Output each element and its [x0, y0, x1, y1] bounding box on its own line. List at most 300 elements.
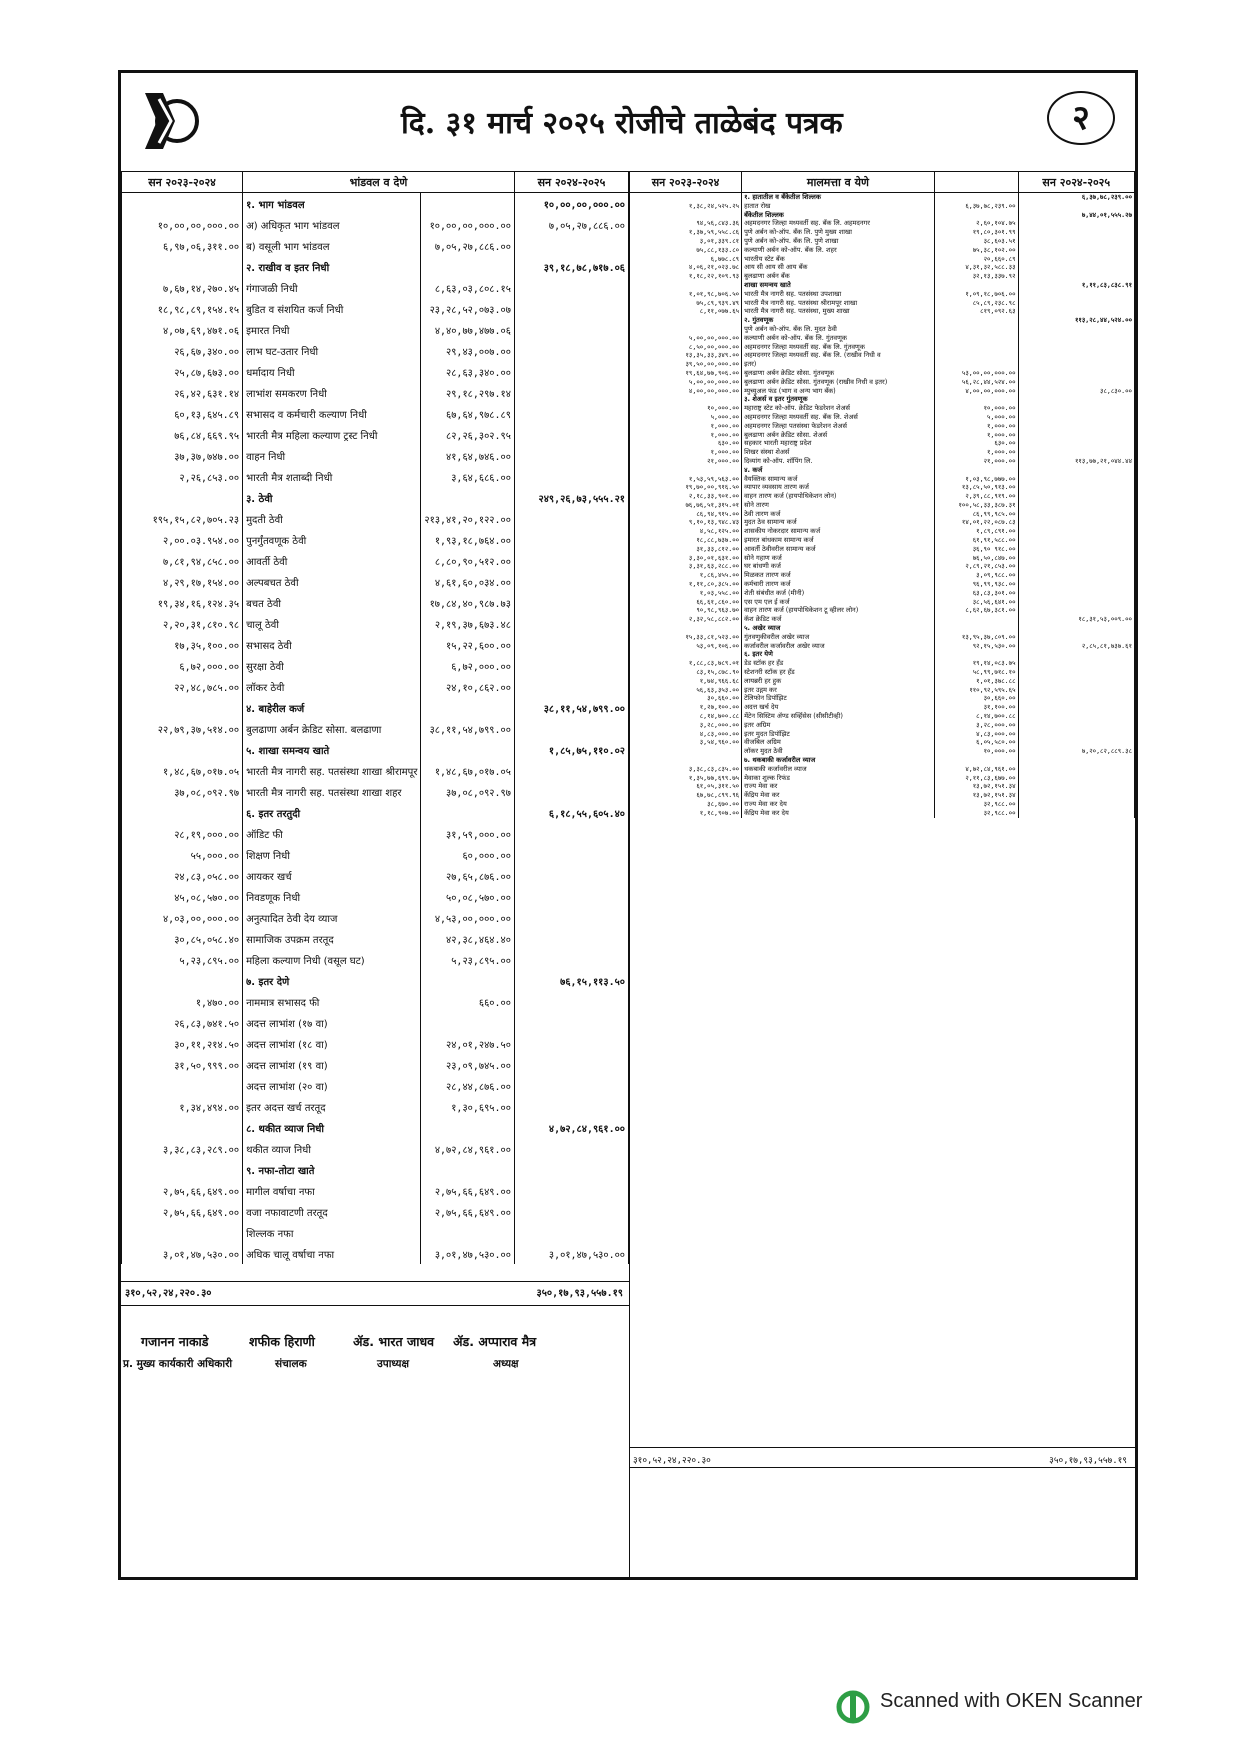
table-row: [122, 802, 629, 823]
row-label: लायब्ररी हर हुक: [742, 677, 935, 686]
row-label: ९. नफा-तोटा खाते: [243, 1159, 421, 1180]
sub-value: १५,२२,६००.००: [421, 634, 514, 655]
table-row: [630, 774, 1135, 783]
curr-year-value: [1018, 738, 1134, 747]
row-label: सोने गहाण कर्ज: [742, 554, 935, 563]
row-label: कर्जावरील कर्जावरील अखेर व्याज: [742, 642, 935, 651]
row-label: भारती मैत्र नागरी सह. पतसंस्था श्रीरामपूर शाखा: [742, 299, 935, 308]
curr-year-value: [1018, 791, 1134, 800]
prev-year-value: २८,१९,०००.००: [122, 823, 243, 844]
row-label: शिखर संस्था शेअर्स: [742, 448, 935, 457]
prev-year-value: ३,३८,८३,२८९.००: [122, 1138, 243, 1159]
sub-value: ८५,८९,२३८.९८: [934, 299, 1018, 308]
curr-year-value: [514, 1159, 628, 1180]
row-label: अदत्त खर्च देय: [742, 703, 935, 712]
table-row: [122, 613, 629, 634]
sub-value: १,९३,१८,७६४.००: [421, 529, 514, 550]
sub-value: ४,४०,७७,४७७.०६: [421, 319, 514, 340]
sub-value: १३,९५,३७,८०९.००: [934, 633, 1018, 642]
curr-year-value: [514, 928, 628, 949]
row-label: इतर उद्गम कर: [742, 686, 935, 695]
prev-year-value: ५,००,००,०००.००: [630, 334, 742, 343]
sub-value: १००,५८,३३,३८७.३१: [934, 501, 1018, 510]
curr-year-value: [514, 1012, 628, 1033]
curr-year-value: १०,००,००,०००.००: [514, 193, 628, 215]
table-row: [122, 1222, 629, 1243]
table-row: [122, 844, 629, 865]
sub-value: २८,४४,८७६.००: [421, 1075, 514, 1096]
sub-value: ५८,९९,७१८.१०: [934, 668, 1018, 677]
curr-year-value: [1018, 598, 1134, 607]
table-row: [122, 214, 629, 235]
row-label: भारतीय स्टेट बँक: [742, 255, 935, 264]
row-label: अदत्त लाभांश (१८ वा): [243, 1033, 421, 1054]
sub-value: [934, 351, 1018, 360]
table-row: [630, 378, 1135, 387]
col-curr-year: सन २०२४-२०२५: [514, 172, 628, 193]
table-row: [122, 823, 629, 844]
curr-year-value: [1018, 334, 1134, 343]
row-label: बुलढाणा अर्बन क्रेडिट सोसा. बलढाणा: [243, 718, 421, 739]
table-row: [630, 589, 1135, 598]
sub-value: २३,०९,७४५.००: [421, 1054, 514, 1075]
table-row: [122, 907, 629, 928]
row-label: ७. थकबाकी कर्जावरील व्याज: [742, 756, 935, 765]
signatory-name: शफीक हिराणी: [249, 1334, 315, 1349]
table-row: [630, 633, 1135, 642]
row-label: लॉकर मुदत ठेवी: [742, 747, 935, 756]
curr-year-value: [1018, 202, 1134, 211]
liabilities-body: [122, 193, 629, 1265]
row-label: महाराष्ट्र स्टेट को-ऑप. क्रेडिट फेडरेशन शेअर्स: [742, 404, 935, 413]
prev-year-value: ४,००,००,०००.००: [630, 387, 742, 396]
sub-value: ६१,९१,५८८.००: [934, 536, 1018, 545]
sub-value: २९,४३,००७.००: [421, 340, 514, 361]
curr-year-value: [1018, 246, 1134, 255]
sub-value: १३,७२,१५१.३४: [934, 782, 1018, 791]
sub-value: २३,२८,५२,०७३.०७: [421, 298, 514, 319]
prev-year-value: १५,३३,८१,५२३.००: [630, 633, 742, 642]
curr-year-value: [514, 445, 628, 466]
row-label: व्यापार व्यवसाय तारण कर्ज: [742, 483, 935, 492]
table-row: [122, 235, 629, 256]
prev-year-value: १९,७०,००,९१६.५०: [630, 483, 742, 492]
signatory-name: ॲड. अप्पाराव मैत्र: [453, 1334, 537, 1349]
table-row: [122, 1012, 629, 1033]
table-row: [630, 694, 1135, 703]
table-row: [630, 272, 1135, 281]
curr-year-value: [514, 781, 628, 802]
row-label: इतर): [742, 360, 935, 369]
curr-year-value: [1018, 466, 1134, 475]
sub-value: १,८९,८९१.००: [934, 527, 1018, 536]
table-row: [122, 1159, 629, 1180]
prev-year-value: ९,१०,१३,९४८.४३: [630, 518, 742, 527]
curr-year-value: [1018, 536, 1134, 545]
assets-body: [630, 193, 1135, 818]
oken-scanner-icon: [836, 1690, 870, 1724]
row-label: बुडित व संशयित कर्ज निधी: [243, 298, 421, 319]
table-row: [122, 1075, 629, 1096]
table-row: [630, 580, 1135, 589]
row-label: ५. अखेर व्याज: [742, 624, 935, 633]
table-row: [630, 527, 1135, 536]
table-row: [630, 501, 1135, 510]
table-row: [630, 703, 1135, 712]
prev-year-value: २,३२,५८,८८२.००: [630, 615, 742, 624]
prev-year-value: १,३८,२४,५२५.२५: [630, 202, 742, 211]
curr-year-value: [1018, 694, 1134, 703]
curr-year-value: [514, 1138, 628, 1159]
row-label: ३. ठेवी: [243, 487, 421, 508]
table-row: [630, 809, 1135, 818]
table-row: [122, 928, 629, 949]
sub-value: १,०१,३७८.८८: [934, 677, 1018, 686]
sub-value: ८,६२,६७,३८१.००: [934, 606, 1018, 615]
society-logo-icon: [135, 85, 205, 155]
row-label: वीजबिल अग्रिम: [742, 738, 935, 747]
table-row: [122, 1096, 629, 1117]
row-label: वैयक्तिक सामान्य कर्ज: [742, 475, 935, 484]
table-row: [630, 624, 1135, 633]
curr-year-value: १८,३१,५३,००९.००: [1018, 615, 1134, 624]
col-sub: [934, 172, 1018, 193]
sub-value: ११०,९२,५९५.६५: [934, 686, 1018, 695]
sub-value: १९,१४,०८३.७५: [934, 659, 1018, 668]
curr-year-value: [1018, 554, 1134, 563]
curr-year-value: [514, 235, 628, 256]
prev-year-value: ८३,१५,८७८.९०: [630, 668, 742, 677]
prev-year-value: [122, 739, 243, 760]
row-label: भारती मैत्र नागरी सह. पतसंस्था शाखा शहर: [243, 781, 421, 802]
sub-value: ६०,०००.००: [421, 844, 514, 865]
table-row: [630, 483, 1135, 492]
row-label: गुंतवणुकीवरील अखेर व्याज: [742, 633, 935, 642]
table-row: [122, 256, 629, 277]
prev-year-value: १३,३५,३३,३४९.००: [630, 351, 742, 360]
sub-value: [934, 756, 1018, 765]
sub-value: [421, 970, 514, 991]
sub-value: ३२,९८८.००: [934, 809, 1018, 818]
prev-year-value: [630, 624, 742, 633]
curr-year-value: [1018, 624, 1134, 633]
sub-value: ३७,०८,०९२.९७: [421, 781, 514, 802]
prev-year-value: ४,०३,००,०००.००: [122, 907, 243, 928]
table-row: [630, 730, 1135, 739]
prev-year-value: ३०,११,२१४.५०: [122, 1033, 243, 1054]
curr-year-value: [514, 1054, 628, 1075]
row-label: केंद्रिय मेवा कर: [742, 791, 935, 800]
table-row: [630, 307, 1135, 316]
prev-year-value: ९४,५६,८४३.३६: [630, 219, 742, 228]
curr-year-value: [1018, 633, 1134, 642]
prev-year-value: ९०,९८,९६३.७०: [630, 606, 742, 615]
curr-year-value: [1018, 422, 1134, 431]
sub-value: २,३९,८८,९१९.००: [934, 492, 1018, 501]
left-total-prev: ३१०,५२,२४,२२०.३०: [125, 1288, 212, 1299]
prev-year-value: १८,८८,७३७.००: [630, 536, 742, 545]
row-label: अहमदनगर जिल्हा मध्यवर्ती सह. बँक लि. (राखीव निधी व: [742, 351, 935, 360]
prev-year-value: [630, 466, 742, 475]
curr-year-value: ७,४४,०१,५५५.२७: [1018, 211, 1134, 220]
curr-year-value: ७,२०,८२,८८९.३८: [1018, 747, 1134, 756]
row-label: अहमदनगर जिल्हा मध्यवर्ती सह. बँक लि. अहमदनगर: [742, 219, 935, 228]
table-row: [122, 445, 629, 466]
row-label: मेवाका शुल्क रिफंड: [742, 774, 935, 783]
prev-year-value: ६३०.००: [630, 439, 742, 448]
sub-value: ५३,००,००,०००.००: [934, 369, 1018, 378]
prev-year-value: ८६,९४,९१५.००: [630, 510, 742, 519]
table-row: [122, 508, 629, 529]
row-label: लाभ घट-उतार निधी: [243, 340, 421, 361]
prev-year-value: १,४७०.००: [122, 991, 243, 1012]
prev-year-value: २६,४२,६३१.१४: [122, 382, 243, 403]
table-row: [630, 650, 1135, 659]
sub-value: २७,६५,८७६.००: [421, 865, 514, 886]
row-label: वजा नफावाटणी तरतूद: [243, 1201, 421, 1222]
curr-year-value: ११३,७७,२१,०४४.४४: [1018, 457, 1134, 466]
col-prev-year: सन २०२३-२०२४: [630, 172, 742, 193]
row-label: ठेवी तारण कर्ज: [742, 510, 935, 519]
row-label: शाखा समन्वय खाते: [742, 281, 935, 290]
curr-year-value: [514, 676, 628, 697]
curr-year-value: [1018, 545, 1134, 554]
sub-value: ३८,११,५४,७९९.००: [421, 718, 514, 739]
sub-value: [934, 360, 1018, 369]
curr-year-value: [1018, 263, 1134, 272]
sub-value: २४,१०,८६२.००: [421, 676, 514, 697]
table-row: [630, 351, 1135, 360]
table-row: [630, 800, 1135, 809]
table-row: [630, 404, 1135, 413]
row-label: सुरक्षा ठेवी: [243, 655, 421, 676]
row-label: बँकेतील शिल्लक: [742, 211, 935, 220]
sub-value: ४,७२,८४,९६१.००: [421, 1138, 514, 1159]
prev-year-value: ६०,१३,६४५.८९: [122, 403, 243, 424]
row-label: २. राखीव व इतर निधी: [243, 256, 421, 277]
table-row: [122, 865, 629, 886]
curr-year-value: १,११,८३,८३८.९१: [1018, 281, 1134, 290]
prev-year-value: ३७,०८,०९२.९७: [122, 781, 243, 802]
col-prev-year: सन २०२३-२०२४: [122, 172, 243, 193]
sub-value: ४,६१,६०,०३४.००: [421, 571, 514, 592]
curr-year-value: [1018, 703, 1134, 712]
prev-year-value: ३,०१,४७,५३०.००: [122, 1243, 243, 1264]
sub-value: २,७५,६६,६४९.००: [421, 1201, 514, 1222]
table-row: [630, 343, 1135, 352]
table-row: [122, 970, 629, 991]
prev-year-value: ८,१४,७००.८८: [630, 712, 742, 721]
row-label: भारती मैत्र नागरी सह. पतसंस्था उपशाखा: [742, 290, 935, 299]
curr-year-value: [514, 592, 628, 613]
table-row: [630, 510, 1135, 519]
curr-year-value: [1018, 571, 1134, 580]
sub-value: ४,५३,००,०००.००: [421, 907, 514, 928]
prev-year-value: ६,७७८.८९: [630, 255, 742, 264]
prev-year-value: ५,०००.००: [630, 413, 742, 422]
prev-year-value: ७५,८९,९३९.४९: [630, 299, 742, 308]
curr-year-value: [514, 613, 628, 634]
curr-year-value: [514, 550, 628, 571]
prev-year-value: ४,८३,०००.००: [630, 730, 742, 739]
prev-year-value: ८,५०,००,०००.००: [630, 343, 742, 352]
row-label: मुदती ठेवी: [243, 508, 421, 529]
prev-year-value: ३,५४,९६०.००: [630, 738, 742, 747]
sub-value: ९६,९९,९३८.००: [934, 580, 1018, 589]
prev-year-value: १७,३५,१००.००: [122, 634, 243, 655]
curr-year-value: [1018, 307, 1134, 316]
row-label: पुणे अर्बन को-ऑप. बँक लि. पुणे शाखा: [742, 237, 935, 246]
curr-year-value: [1018, 589, 1134, 598]
sub-value: ३६,९० ९१८.००: [934, 545, 1018, 554]
sub-value: ८,६३,०३,८०८.१५: [421, 277, 514, 298]
table-row: [122, 676, 629, 697]
table-row: [122, 403, 629, 424]
table-row: [630, 659, 1135, 668]
row-label: दिव्यांग को-ऑप. शॉपिंग लि.: [742, 457, 935, 466]
curr-year-value: [514, 403, 628, 424]
assets-table: [629, 171, 1135, 818]
prev-year-value: ३८,६७०.००: [630, 800, 742, 809]
table-row: [630, 686, 1135, 695]
table-row: [630, 545, 1135, 554]
row-label: थकबाकी कर्जावरील व्याज: [742, 765, 935, 774]
table-row: [630, 536, 1135, 545]
sub-value: [934, 395, 1018, 404]
sub-value: ७५,३८,१०२.००: [934, 246, 1018, 255]
row-label: बुलढाणा अर्बन क्रेडिट सोसा. गुंतवणूक: [742, 369, 935, 378]
signatory-role: अध्यक्ष: [493, 1358, 519, 1370]
curr-year-value: [1018, 369, 1134, 378]
row-label: सोने तारण: [742, 501, 935, 510]
table-row: [122, 466, 629, 487]
row-label: सभासद व कर्मचारी कल्याण निधी: [243, 403, 421, 424]
curr-year-value: [514, 277, 628, 298]
curr-year-value: [1018, 774, 1134, 783]
prev-year-value: ४५,०८,५७०.००: [122, 886, 243, 907]
signatory-name: ॲड. भारत जाधव: [353, 1334, 435, 1349]
prev-year-value: ३०,६६०.००: [630, 694, 742, 703]
liabilities-table: [121, 171, 629, 1264]
sub-value: [421, 739, 514, 760]
prev-year-value: १,८६,४५५.००: [630, 571, 742, 580]
table-row: [122, 718, 629, 739]
sub-value: ७,०५,२७,८८६.००: [421, 235, 514, 256]
sub-value: ६७,६४,९७८.८९: [421, 403, 514, 424]
curr-year-value: [1018, 404, 1134, 413]
sub-value: २१,०००.००: [934, 457, 1018, 466]
sub-value: ६३,८३,३०१.००: [934, 589, 1018, 598]
curr-year-value: ३९,१८,७८,७१७.०६: [514, 256, 628, 277]
row-label: अदत्त लाभांश (१९ वा): [243, 1054, 421, 1075]
table-row: [630, 219, 1135, 228]
prev-year-value: २५,८७,६७३.००: [122, 361, 243, 382]
prev-year-value: १,१८,२२,१०९.९३: [630, 272, 742, 281]
curr-year-value: २,८५,८१,७३७.६१: [1018, 642, 1134, 651]
signatory-role: उपाध्यक्ष: [377, 1358, 410, 1370]
sub-value: ३२,९८८.००: [934, 800, 1018, 809]
sub-value: ४२,३८,४६४.४०: [421, 928, 514, 949]
sub-value: [421, 1222, 514, 1243]
row-label: आयकर खर्च: [243, 865, 421, 886]
table-row: [630, 738, 1135, 747]
table-row: [630, 765, 1135, 774]
curr-year-value: ७,०५,२७,८८६.००: [514, 214, 628, 235]
sub-value: ६,०५,५८०.००: [934, 738, 1018, 747]
row-label: बुलढाणा अर्बन क्रेडिट सोसा. शेअर्स: [742, 431, 935, 440]
sub-value: [934, 466, 1018, 475]
row-label: घर बांधणी कर्ज: [742, 562, 935, 571]
curr-year-value: [1018, 237, 1134, 246]
scanner-watermark: Scanned with OKEN Scanner: [880, 1690, 1143, 1712]
prev-year-value: [630, 650, 742, 659]
table-row: [122, 340, 629, 361]
row-label: म्युच्युअल फंड (भाग व अन्य भाग बँक): [742, 387, 935, 396]
row-label: ७. इतर देणे: [243, 970, 421, 991]
curr-year-value: [514, 1222, 628, 1243]
table-row: [122, 424, 629, 445]
prev-year-value: १,३७,५९,५५८.८६: [630, 228, 742, 237]
row-label: राज्य मेवा कर: [742, 782, 935, 791]
curr-year-value: [1018, 686, 1134, 695]
balance-sheet-document: [118, 70, 1138, 1580]
sub-value: [421, 697, 514, 718]
row-label: आवर्ती ठेवीवरील सामान्य कर्ज: [742, 545, 935, 554]
row-label: इमारत निधी: [243, 319, 421, 340]
table-row: [630, 439, 1135, 448]
row-label: शासकीय नोकरदार सामान्य कर्ज: [742, 527, 935, 536]
sub-value: ६,७२,०००.००: [421, 655, 514, 676]
prev-year-value: ३०,८५,०५८.४०: [122, 928, 243, 949]
sub-value: १,०००.००: [934, 431, 1018, 440]
curr-year-value: [1018, 413, 1134, 422]
prev-year-value: ५३,०९,१०६.००: [630, 642, 742, 651]
curr-year-value: [514, 907, 628, 928]
sub-value: १,०००.००: [934, 422, 1018, 431]
table-row: [630, 395, 1135, 404]
table-row: [630, 290, 1135, 299]
sub-value: [934, 281, 1018, 290]
row-label: मागील वर्षाचा नफा: [243, 1180, 421, 1201]
col-curr-year: सन २०२४-२०२५: [1018, 172, 1134, 193]
table-row: [122, 634, 629, 655]
sub-value: १,०३,९८,७७७.००: [934, 475, 1018, 484]
sub-value: २०,६६०.८९: [934, 255, 1018, 264]
curr-year-value: [1018, 756, 1134, 765]
sub-value: ६६०.००: [421, 991, 514, 1012]
row-label: राज्य मेवा कर देय: [742, 800, 935, 809]
prev-year-value: १,१८,९०७.००: [630, 809, 742, 818]
curr-year-value: [1018, 351, 1134, 360]
prev-year-value: ५५,०००.००: [122, 844, 243, 865]
col-liabilities: भांडवल व देणे: [243, 172, 515, 193]
sub-value: ६,३७,७८,२३९.००: [934, 202, 1018, 211]
table-row: [630, 255, 1135, 264]
curr-year-value: ४,७२,८४,९६१.००: [514, 1117, 628, 1138]
curr-year-value: [514, 634, 628, 655]
curr-year-value: ३८,८३०.००: [1018, 387, 1134, 396]
prev-year-value: [630, 747, 742, 756]
row-label: अधिक चालू वर्षाचा नफा: [243, 1243, 421, 1264]
sub-value: ७६,५०,८४७.००: [934, 554, 1018, 563]
curr-year-value: [514, 529, 628, 550]
row-label: अहमदनगर जिल्हा मध्यवर्ती सह. बँक लि. शेअर्स: [742, 413, 935, 422]
curr-year-value: [514, 319, 628, 340]
row-label: सभासद ठेवी: [243, 634, 421, 655]
prev-year-value: ५,२३,८९५.००: [122, 949, 243, 970]
table-row: [630, 360, 1135, 369]
table-row: [122, 1180, 629, 1201]
